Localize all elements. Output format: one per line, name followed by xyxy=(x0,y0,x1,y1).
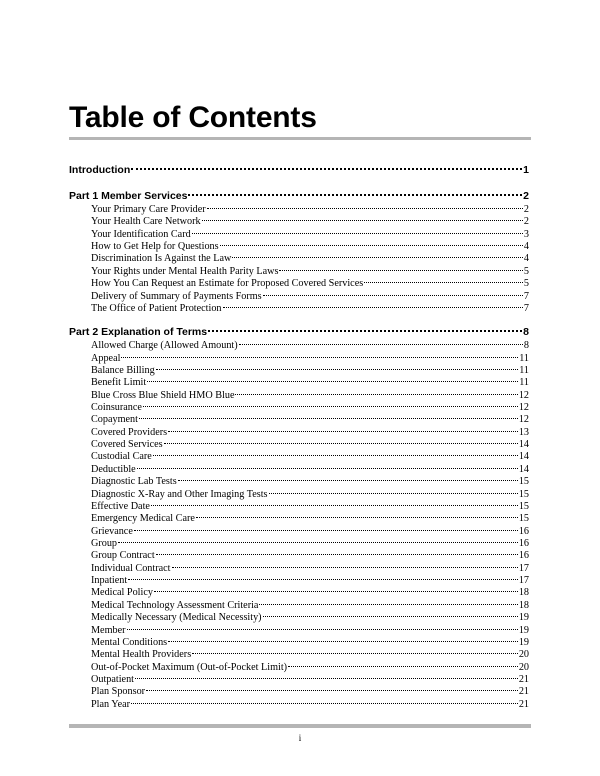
page-title: Table of Contents xyxy=(69,101,317,134)
dot-leader xyxy=(131,703,518,704)
toc-entry[interactable] xyxy=(69,427,529,439)
toc-entry-page-number: 17 xyxy=(518,562,529,574)
toc-entry-label: Delivery of Summary of Payments Forms xyxy=(91,290,262,302)
toc-entry-label: Your Identification Card xyxy=(91,228,191,240)
toc-entry-page-number: 12 xyxy=(518,402,529,414)
toc-entry[interactable] xyxy=(69,550,529,562)
toc-entry-label: Outpatient xyxy=(91,673,135,685)
toc-entry-label: Member xyxy=(91,624,126,636)
toc-entry-page-number: 15 xyxy=(518,488,529,500)
toc-entry[interactable] xyxy=(69,439,529,451)
dot-leader xyxy=(135,678,518,679)
toc-entry-page-number: 15 xyxy=(518,500,529,512)
toc-entry-page-number: 14 xyxy=(518,439,529,451)
table-of-contents xyxy=(69,163,529,711)
toc-entry-label: Allowed Charge (Allowed Amount) xyxy=(91,340,238,352)
toc-entry[interactable] xyxy=(69,340,529,352)
toc-entry-label: Covered Providers xyxy=(91,426,168,438)
dot-leader xyxy=(156,369,519,370)
toc-entry-page-number: 11 xyxy=(519,364,529,376)
dot-leader xyxy=(164,443,518,444)
toc-entry[interactable] xyxy=(69,402,529,414)
toc-entry-page-number: 3 xyxy=(523,228,529,240)
toc-entry-label: Coinsurance xyxy=(91,402,142,414)
dot-leader xyxy=(146,690,518,691)
toc-entry-page-number: 20 xyxy=(518,649,529,661)
toc-entry-label: Grievance xyxy=(91,525,133,537)
toc-entry[interactable] xyxy=(69,204,529,216)
toc-entry-page-number: 5 xyxy=(523,265,529,277)
dot-leader xyxy=(223,307,523,308)
dot-leader xyxy=(202,220,523,221)
toc-entry-label: Benefit Limit xyxy=(91,377,147,389)
toc-entry[interactable] xyxy=(69,637,529,649)
toc-entry[interactable] xyxy=(69,662,529,674)
footer-divider xyxy=(69,724,531,728)
toc-entry[interactable] xyxy=(69,501,529,513)
toc-entry-label: Balance Billing xyxy=(91,364,155,376)
dot-leader xyxy=(128,579,518,580)
toc-entry[interactable] xyxy=(69,649,529,661)
toc-entry-label: How to Get Help for Questions xyxy=(91,241,219,253)
toc-entry[interactable] xyxy=(69,365,529,377)
toc-entry[interactable] xyxy=(69,390,529,402)
toc-entry[interactable] xyxy=(69,513,529,525)
toc-entry-page-number: 2 xyxy=(523,204,529,215)
toc-heading-label: Part 2 Explanation of Terms xyxy=(69,326,208,339)
dot-leader xyxy=(220,245,523,246)
toc-entry[interactable] xyxy=(69,538,529,550)
dot-leader xyxy=(118,542,518,543)
dot-leader xyxy=(232,257,523,258)
toc-entry-page-number: 15 xyxy=(518,513,529,525)
toc-entry-page-number: 14 xyxy=(518,463,529,475)
toc-entry-page-number: 4 xyxy=(523,253,529,265)
dot-leader xyxy=(235,394,517,395)
toc-entry-label: Copayment xyxy=(91,414,138,426)
toc-entry-page-number: 18 xyxy=(518,599,529,611)
toc-entry-label: Appeal xyxy=(91,352,121,364)
dot-leader xyxy=(259,604,517,605)
toc-entry-label: Mental Conditions xyxy=(91,636,168,648)
dot-leader xyxy=(168,641,518,642)
toc-section xyxy=(69,163,529,178)
toc-entry-page-number: 19 xyxy=(518,636,529,648)
dot-leader xyxy=(143,406,518,407)
toc-entry[interactable] xyxy=(69,216,529,228)
toc-heading-page-number: 1 xyxy=(523,164,529,176)
toc-section xyxy=(69,325,529,711)
toc-heading-page-number: 2 xyxy=(523,190,529,202)
toc-entry-label: Medical Policy xyxy=(91,587,153,599)
toc-entry-label: The Office of Patient Protection xyxy=(91,302,222,314)
toc-entry-label: Medically Necessary (Medical Necessity) xyxy=(91,612,262,624)
toc-entry-page-number: 18 xyxy=(518,587,529,599)
toc-entry-label: Effective Date xyxy=(91,500,150,512)
toc-entry-page-number: 12 xyxy=(518,389,529,401)
dot-leader xyxy=(207,208,523,209)
toc-entry-label: Plan Year xyxy=(91,698,131,710)
toc-entry-page-number: 16 xyxy=(518,537,529,549)
dot-leader xyxy=(196,517,518,518)
toc-entry-page-number: 20 xyxy=(518,661,529,673)
toc-entry-page-number: 2 xyxy=(523,216,529,228)
toc-entry[interactable] xyxy=(69,686,529,698)
toc-entry-page-number: 19 xyxy=(518,612,529,624)
toc-entry[interactable] xyxy=(69,229,529,241)
dot-leader xyxy=(263,616,518,617)
toc-entry[interactable] xyxy=(69,563,529,575)
toc-entry[interactable] xyxy=(69,587,529,599)
dot-leader xyxy=(263,295,523,296)
dot-leader xyxy=(134,530,518,531)
toc-entry-label: Your Primary Care Provider xyxy=(91,204,206,215)
toc-entry-label: Mental Health Providers xyxy=(91,649,192,661)
toc-entry-label: Your Health Care Network xyxy=(91,216,201,228)
toc-entry-label: Blue Cross Blue Shield HMO Blue xyxy=(91,389,235,401)
toc-entry-page-number: 21 xyxy=(518,673,529,685)
toc-entry-page-number: 14 xyxy=(518,451,529,463)
dot-leader xyxy=(178,480,518,481)
toc-entry-page-number: 8 xyxy=(523,340,529,352)
toc-heading[interactable] xyxy=(69,189,529,204)
dot-leader xyxy=(172,567,518,568)
toc-entry-page-number: 21 xyxy=(518,698,529,710)
toc-entry-label: Discrimination Is Against the Law xyxy=(91,253,232,265)
toc-entry-label: Medical Technology Assessment Criteria xyxy=(91,599,259,611)
dot-leader xyxy=(154,591,518,592)
toc-entry[interactable] xyxy=(69,451,529,463)
toc-entry-label: Diagnostic Lab Tests xyxy=(91,476,177,488)
toc-entry[interactable] xyxy=(69,291,529,303)
toc-entry-label: Your Rights under Mental Health Parity Laws xyxy=(91,265,279,277)
dot-leader xyxy=(188,194,522,196)
page-number: i xyxy=(298,733,302,743)
dot-leader xyxy=(127,629,518,630)
toc-entry-page-number: 19 xyxy=(518,624,529,636)
toc-entry-label: Group Contract xyxy=(91,550,155,562)
dot-leader xyxy=(288,666,518,667)
toc-heading-page-number: 8 xyxy=(523,326,529,339)
dot-leader xyxy=(279,270,522,271)
dot-leader xyxy=(139,418,518,419)
toc-entry-page-number: 4 xyxy=(523,241,529,253)
toc-entry[interactable] xyxy=(69,278,529,290)
toc-entry-page-number: 13 xyxy=(518,426,529,438)
dot-leader xyxy=(192,653,518,654)
toc-entry[interactable] xyxy=(69,414,529,426)
toc-entry[interactable] xyxy=(69,526,529,538)
toc-entry-label: Custodial Care xyxy=(91,451,152,463)
toc-entry-label: Group xyxy=(91,537,118,549)
toc-entry[interactable] xyxy=(69,241,529,253)
toc-entry-page-number: 7 xyxy=(523,302,529,314)
title-divider xyxy=(69,137,531,140)
toc-entry[interactable] xyxy=(69,625,529,637)
toc-entry[interactable] xyxy=(69,303,529,315)
toc-entry[interactable] xyxy=(69,476,529,488)
toc-entry-label: Inpatient xyxy=(91,575,128,587)
dot-leader xyxy=(137,468,518,469)
toc-heading-label: Introduction xyxy=(69,164,131,176)
toc-entry-page-number: 16 xyxy=(518,525,529,537)
toc-entry-page-number: 11 xyxy=(519,377,529,389)
toc-entry-page-number: 21 xyxy=(518,686,529,698)
toc-entry-page-number: 7 xyxy=(523,290,529,302)
toc-section xyxy=(69,189,529,315)
toc-entry[interactable] xyxy=(69,253,529,265)
toc-entry[interactable] xyxy=(69,699,529,711)
dot-leader xyxy=(121,357,518,358)
toc-entry-label: Out-of-Pocket Maximum (Out-of-Pocket Limit) xyxy=(91,661,288,673)
toc-entry-label: Covered Services xyxy=(91,439,163,451)
toc-heading-label: Part 1 Member Services xyxy=(69,190,188,202)
dot-leader xyxy=(269,493,518,494)
toc-entry-page-number: 5 xyxy=(523,278,529,290)
toc-entry-label: How You Can Request an Estimate for Proposed Covered Services xyxy=(91,278,364,290)
dot-leader xyxy=(208,330,522,332)
dot-leader xyxy=(364,282,523,283)
toc-entry[interactable] xyxy=(69,489,529,501)
toc-entry[interactable] xyxy=(69,266,529,278)
toc-entry-label: Plan Sponsor xyxy=(91,686,146,698)
toc-entry-page-number: 11 xyxy=(519,352,529,364)
toc-entry-page-number: 16 xyxy=(518,550,529,562)
toc-entry-label: Diagnostic X-Ray and Other Imaging Tests xyxy=(91,488,268,500)
toc-entry[interactable] xyxy=(69,600,529,612)
toc-entry-label: Individual Contract xyxy=(91,562,171,574)
dot-leader xyxy=(153,455,518,456)
dot-leader xyxy=(156,554,518,555)
toc-entry-page-number: 17 xyxy=(518,575,529,587)
toc-entry-page-number: 12 xyxy=(518,414,529,426)
dot-leader xyxy=(192,233,523,234)
toc-entry[interactable] xyxy=(69,377,529,389)
toc-heading[interactable] xyxy=(69,325,529,340)
dot-leader xyxy=(151,505,518,506)
toc-entry[interactable] xyxy=(69,464,529,476)
toc-entry[interactable] xyxy=(69,353,529,365)
toc-entry-label: Deductible xyxy=(91,463,136,475)
toc-entry-page-number: 15 xyxy=(518,476,529,488)
toc-entry[interactable] xyxy=(69,674,529,686)
toc-entry[interactable] xyxy=(69,612,529,624)
toc-heading[interactable] xyxy=(69,163,529,178)
dot-leader xyxy=(131,168,522,170)
dot-leader xyxy=(239,344,523,345)
toc-entry-label: Emergency Medical Care xyxy=(91,513,195,525)
dot-leader xyxy=(147,381,518,382)
toc-entry[interactable] xyxy=(69,575,529,587)
dot-leader xyxy=(168,431,518,432)
